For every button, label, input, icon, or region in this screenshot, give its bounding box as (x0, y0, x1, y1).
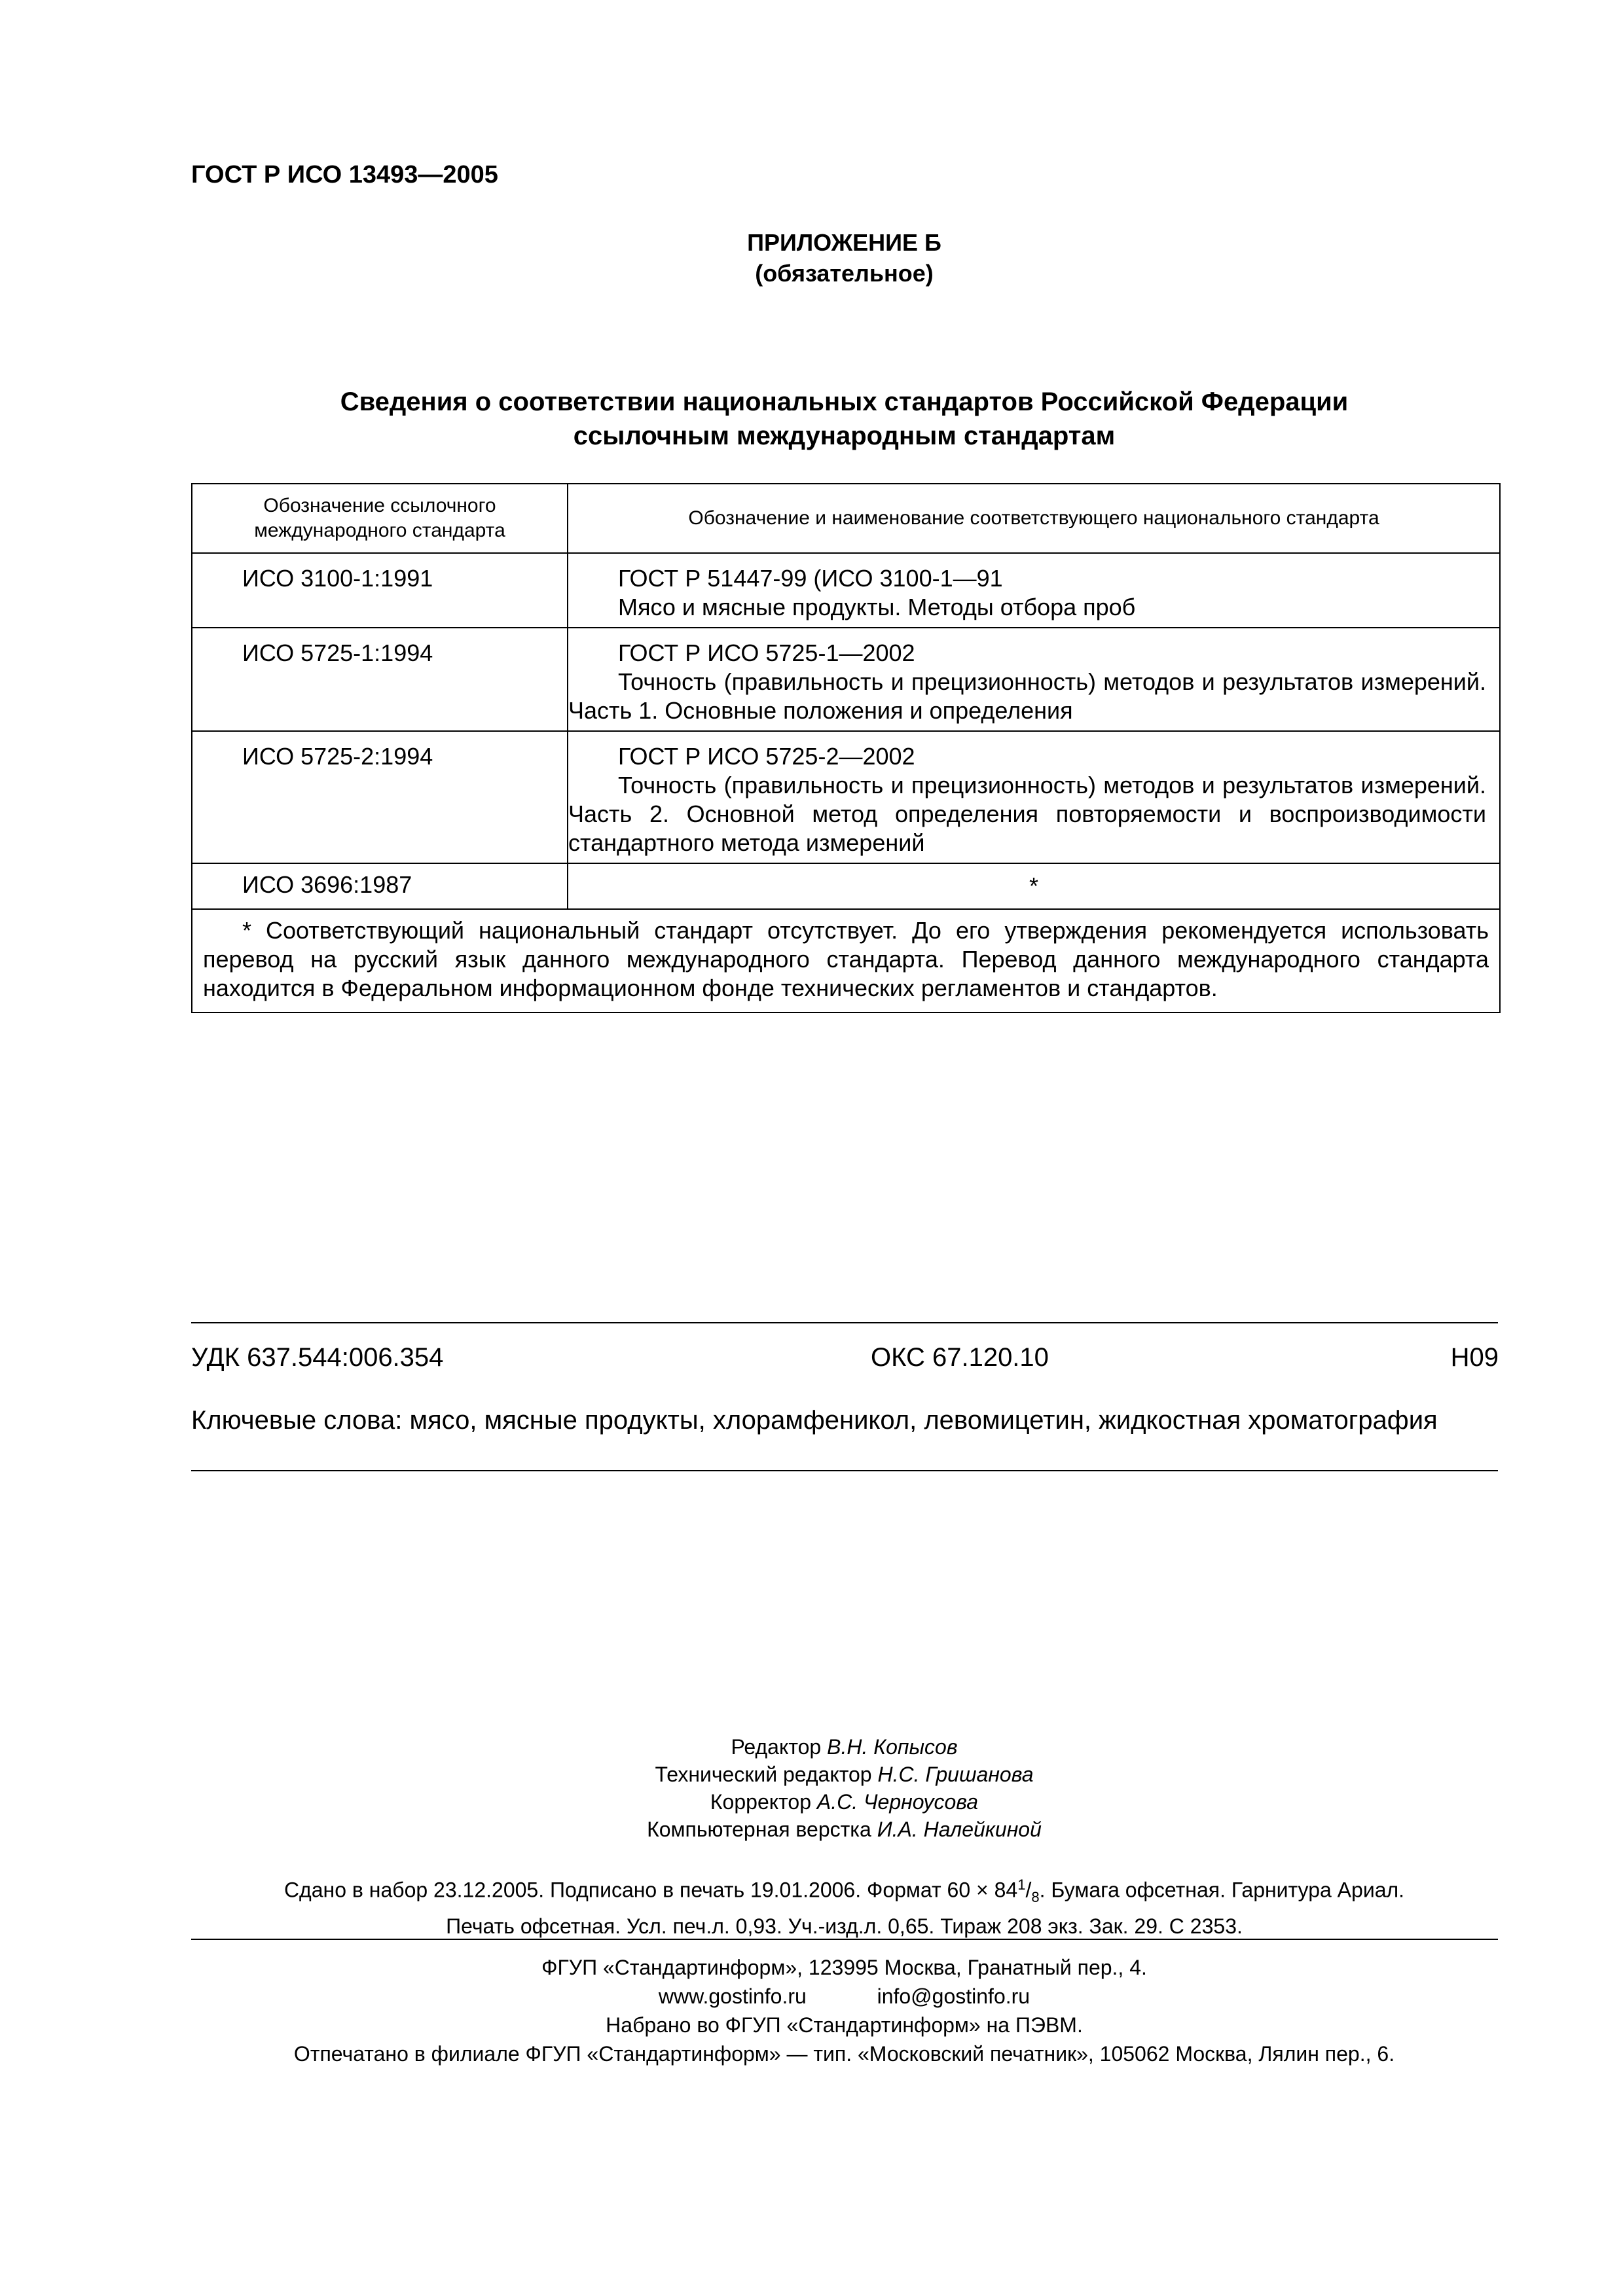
divider (191, 1470, 1498, 1471)
credit-editor: Редактор В.Н. Копысов (731, 1735, 958, 1759)
table-row (192, 628, 1500, 731)
national-description: Мясо и мясные продукты. Методы отбора проб (618, 594, 1136, 620)
publisher-typeset: Набрано во ФГУП «Стандартинформ» на ПЭВМ. (606, 2013, 1083, 2037)
publisher-address: ФГУП «Стандартинформ», 123995 Москва, Гранатный пер., 4. (541, 1956, 1147, 1979)
publisher-contacts (191, 1982, 1497, 2011)
reference-standard: ИСО 5725-2:1994 (192, 731, 568, 863)
credit-proofreader: Корректор А.С. Черноусова (710, 1790, 979, 1814)
national-code: ГОСТ Р 51447-99 (ИСО 3100-1—91 (618, 565, 1003, 592)
national-standard (568, 553, 1500, 628)
table-title-line-1: Сведения о соответствии национальных стандартов Российской Федерации (340, 387, 1349, 416)
table-row (192, 731, 1500, 863)
reference-standard: ИСО 3100-1:1991 (192, 553, 568, 628)
national-standard-missing: * (568, 863, 1500, 909)
credits (191, 1733, 1497, 1843)
table-header-row (192, 484, 1500, 553)
table-row (192, 863, 1500, 909)
national-code: ГОСТ Р ИСО 5725-2—2002 (618, 743, 915, 770)
national-description: Точность (правильность и прецизионность) методов и результатов измерений. Часть 2. Основной метод определения повторяемости и воспроизводимости стандартного метода измерений (568, 772, 1486, 856)
appendix-subtitle: (обязательное) (755, 260, 934, 287)
credit-technical-editor: Технический редактор Н.С. Гришанова (655, 1763, 1034, 1786)
classification-code: Н09 (1450, 1343, 1499, 1372)
column-header-reference: Обозначение ссылочного международного стандарта (192, 484, 568, 553)
national-standard (568, 628, 1500, 731)
divider (191, 1939, 1498, 1940)
reference-standard: ИСО 3696:1987 (192, 863, 568, 909)
table-title (191, 385, 1497, 453)
document-code: ГОСТ Р ИСО 13493—2005 (191, 161, 498, 188)
reference-standard: ИСО 5725-1:1994 (192, 628, 568, 731)
column-header-national: Обозначение и наименование соответствующего национального стандарта (568, 484, 1500, 553)
publisher-info (191, 1953, 1497, 2068)
publisher-site-link[interactable]: www.gostinfo.ru (658, 1984, 807, 2008)
credit-layout: Компьютерная верстка И.А. Налейкиной (647, 1818, 1042, 1841)
standards-table (191, 483, 1501, 1013)
udk-code: УДК 637.544:006.354 (191, 1343, 444, 1372)
table-footnote: * Соответствующий национальный стандарт отсутствует. До его утверждения рекомендуется использовать перевод на русский язык данного международного стандарта. Перевод данного международного стандарта находится в Федеральном информационном фонде технических регламентов и стандартов. (192, 909, 1500, 1013)
national-code: ГОСТ Р ИСО 5725-1—2002 (618, 639, 915, 666)
table-row (192, 553, 1500, 628)
divider (191, 1322, 1498, 1323)
table-title-line-2: ссылочным международным стандартам (573, 422, 1116, 450)
keywords: Ключевые слова: мясо, мясные продукты, хлорамфеникол, левомицетин, жидкостная хроматография (191, 1406, 1438, 1435)
appendix-title: ПРИЛОЖЕНИЕ Б (747, 229, 941, 256)
print-info-line-2: Печать офсетная. Усл. печ.л. 0,93. Уч.-изд.л. 0,65. Тираж 208 экз. Зак. 29. С 2353. (446, 1914, 1243, 1939)
table-footnote-row (192, 909, 1500, 1013)
print-info (191, 1871, 1497, 1941)
publisher-printed: Отпечатано в филиале ФГУП «Стандартинформ» — тип. «Московский печатник», 105062 Москва, Лялин пер., 6. (293, 2042, 1395, 2066)
publisher-email-link[interactable]: info@gostinfo.ru (877, 1984, 1030, 2008)
national-description: Точность (правильность и прецизионность) методов и результатов измерений. Часть 1. Основные положения и определения (568, 668, 1486, 724)
oks-code: ОКС 67.120.10 (871, 1343, 1049, 1372)
national-standard (568, 731, 1500, 863)
print-info-line-1: Сдано в набор 23.12.2005. Подписано в печать 19.01.2006. Формат $60 \times 84^1/_8$. Бумага офсетная. Гарнитура Ариал. (283, 1876, 1405, 1906)
